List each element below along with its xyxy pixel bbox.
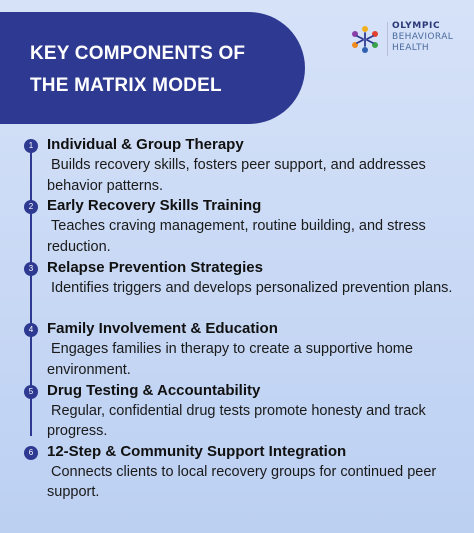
step-number-badge: 6 xyxy=(24,446,38,460)
step-number-badge: 1 xyxy=(24,139,38,153)
list-item xyxy=(0,192,474,253)
logo-divider xyxy=(387,22,388,56)
people-circle-logo-icon xyxy=(348,22,382,56)
list-item xyxy=(0,254,474,315)
logo-text-olympic: OLYMPIC xyxy=(392,21,441,31)
item-description: Regular, confidential drug tests promote honesty and track progress. xyxy=(47,402,426,440)
item-description: Teaches craving management, routine building, and stress reduction. xyxy=(47,218,426,255)
page-title-line-1: KEY COMPONENTS OF xyxy=(30,43,246,64)
item-title: Family Involvement & Education xyxy=(47,320,278,338)
list-item xyxy=(0,438,474,499)
item-title: Drug Testing & Accountability xyxy=(47,381,261,399)
logo-text-health: HEALTH xyxy=(392,43,430,53)
list-item xyxy=(0,377,474,438)
list-item xyxy=(0,131,474,192)
item-title: Early Recovery Skills Training xyxy=(47,197,262,215)
item-title: Relapse Prevention Strategies xyxy=(47,258,263,276)
step-number-badge: 3 xyxy=(24,262,38,276)
logo-wordmark xyxy=(392,21,453,54)
item-description: Connects clients to local recovery groups for continued peer support. xyxy=(47,463,437,501)
item-description: Identifies triggers and develops personalized prevention plans. xyxy=(51,279,453,296)
item-title: Individual & Group Therapy xyxy=(47,136,244,153)
page-title-line-2: THE MATRIX MODEL xyxy=(30,75,222,96)
title-banner xyxy=(0,12,305,124)
item-description: Builds recovery skills, fosters peer support, and addresses behavior patterns. xyxy=(47,157,426,194)
item-title: 12-Step & Community Support Integration xyxy=(47,442,347,460)
item-description: Engages families in therapy to create a supportive home environment. xyxy=(47,341,413,378)
step-number-badge: 5 xyxy=(24,385,38,399)
logo-text-behavioral: BEHAVIORAL xyxy=(392,32,454,42)
step-number-badge: 2 xyxy=(24,200,38,214)
step-number-badge: 4 xyxy=(24,323,38,337)
list-item xyxy=(0,315,474,376)
components-list xyxy=(0,131,474,499)
olympic-behavioral-health-logo xyxy=(348,20,460,60)
